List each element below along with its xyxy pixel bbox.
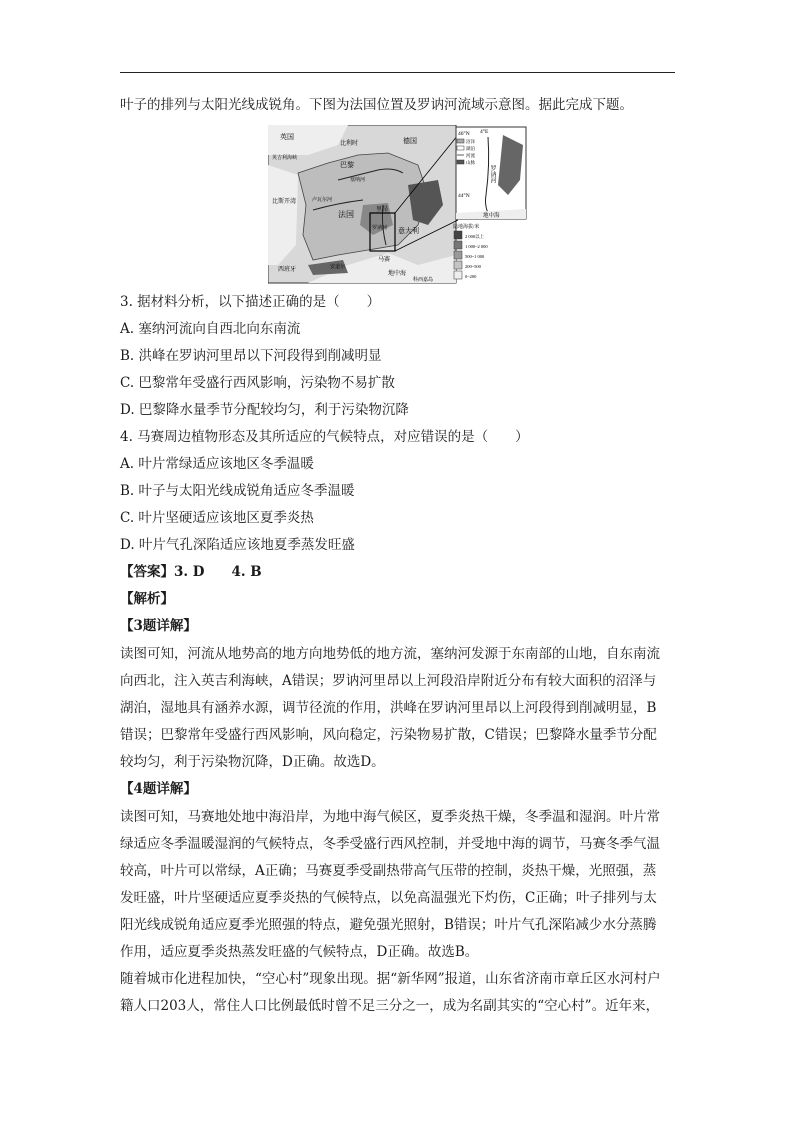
- q3-detail-line: 向西北，注入英吉利海峡，A错误；罗讷河里昂以上河段沿岸附近分布有较大面积的沼泽与: [120, 673, 657, 689]
- legend-river: 河流: [466, 153, 475, 158]
- label-france: 法国: [338, 210, 354, 219]
- label-english-channel: 英吉利海峡: [272, 156, 298, 161]
- q3-detail-line: 错误；巴黎常年受盛行西风影响，风向稳定，污染物易扩散，C错误；巴黎降水量季节分配: [120, 727, 657, 743]
- q4-stem: 4. 马赛周边植物形态及其所适应的气候特点，对应错误的是（ ）: [120, 429, 529, 445]
- elev-1: 2 000以上: [465, 234, 485, 239]
- label-biscay: 比斯开湾: [272, 199, 297, 205]
- label-mediterranean: 地中海: [388, 271, 407, 277]
- label-marseille: 马赛: [378, 257, 391, 263]
- label-seine: 塞纳河: [350, 178, 366, 183]
- elev-3: 500~1 000: [465, 254, 485, 259]
- q3-stem: 3. 据材料分析，以下描述正确的是（ ）: [120, 294, 381, 310]
- label-lon4: 4°E: [480, 129, 489, 135]
- legend-marsh: 沼泽: [466, 139, 475, 144]
- label-inset-sea: 地中海: [483, 213, 500, 219]
- intro-text: 叶子的排列与太阳光线成锐角。下图为法国位置及罗讷河流域示意图。据此完成下题。: [120, 97, 633, 113]
- label-inset-river: 罗讷河: [489, 165, 495, 183]
- q3-option-d: D. 巴黎降水量季节分配较均匀，利于污染物沉降: [120, 402, 409, 418]
- label-lat44: 44°N: [458, 193, 470, 199]
- france-rhone-map: [268, 125, 528, 285]
- q4-detail-line: 作用，适应夏季炎热蒸发旺盛的气候特点，D正确。故选B。: [120, 944, 479, 960]
- q4-detail-line: 读图可知，马赛地处地中海沿岸，为地中海气候区，夏季炎热干燥，冬季温和湿润。叶片常: [120, 809, 660, 825]
- label-corsica: 科西嘉岛: [413, 278, 434, 283]
- elevation-title: 陆地海拔/米: [453, 225, 480, 230]
- elev-4: 200~500: [465, 264, 481, 269]
- q3-option-a: A. 塞纳河流向自西北向东南流: [120, 321, 301, 337]
- q3-detail-label: 【3题详解】: [120, 618, 197, 634]
- q4-detail-line: 阳光线成锐角适应夏季光照强的特点，避免强光照射，B错误；叶片气孔深陷减少水分蒸腾: [120, 917, 657, 933]
- label-loire: 卢瓦尔河: [312, 198, 333, 203]
- q4-detail-line: 绿适应冬季温暖湿润的气候特点，冬季受盛行西风控制，并受地中海的调节，马赛冬季气温: [120, 836, 660, 852]
- q3-option-b: B. 洪峰在罗讷河里昂以下河段得到削减明显: [120, 348, 382, 364]
- tail-line: 籍人口203人，常住人口比例最低时曾不足三分之一，成为名副其实的“空心村”。近年来，: [120, 998, 660, 1014]
- q4-option-d: D. 叶片气孔深陷适应该地夏季蒸发旺盛: [120, 537, 355, 553]
- label-paris: 巴黎: [340, 161, 354, 169]
- header-rule: [120, 72, 675, 73]
- label-germany: 德国: [403, 137, 417, 145]
- analysis-label: 【解析】: [120, 591, 174, 607]
- legend-mountain: 山脉: [466, 160, 475, 165]
- label-rhone: 罗讷河: [372, 226, 388, 231]
- q3-option-c: C. 巴黎常年受盛行西风影响，污染物不易扩散: [120, 375, 395, 391]
- label-andorra: 安道尔: [330, 265, 346, 270]
- label-spain: 西班牙: [278, 267, 297, 273]
- answer-line: 【答案】3. D 4. B: [120, 564, 262, 580]
- q4-detail-line: 发旺盛，叶片坚硬适应夏季炎热的气候特点，以免高温强光下灼伤，C正确；叶子排列与太: [120, 890, 657, 906]
- label-italy: 意大利: [398, 227, 419, 235]
- q4-detail-line: 较高，叶片可以常绿，A正确；马赛夏季受副热带高气压带的控制，炎热干燥，光照强，蒸: [120, 863, 657, 879]
- q4-detail-label: 【4题详解】: [120, 781, 197, 797]
- q3-detail-line: 较均匀，利于污染物沉降，D正确。故选D。: [120, 754, 385, 770]
- elev-2: 1 000~2 000: [465, 244, 488, 249]
- label-lat46: 46°N: [458, 131, 470, 137]
- q4-option-b: B. 叶子与太阳光线成锐角适应冬季温暖: [120, 483, 355, 499]
- q3-detail-line: 湖泊，湿地具有涵养水源，调节径流的作用，洪峰在罗讷河里昂以上河段得到削减明显，B: [120, 700, 657, 716]
- q3-detail-line: 读图可知，河流从地势高的地方向地势低的地方流，塞纳河发源于东南部的山地，自东南流: [120, 646, 660, 662]
- q4-option-a: A. 叶片常绿适应该地区冬季温暖: [120, 456, 314, 472]
- label-belgium: 比利时: [340, 141, 359, 147]
- q4-option-c: C. 叶片坚硬适应该地区夏季炎热: [120, 510, 314, 526]
- elev-5: 0~200: [465, 274, 477, 279]
- label-england: 英国: [280, 133, 294, 141]
- legend-lake: 湖泊: [466, 146, 475, 151]
- tail-line: 随着城市化进程加快，“空心村”现象出现。据“新华网”报道，山东省济南市章丘区水河村户: [120, 971, 661, 987]
- label-lyon: 里昂: [376, 207, 389, 213]
